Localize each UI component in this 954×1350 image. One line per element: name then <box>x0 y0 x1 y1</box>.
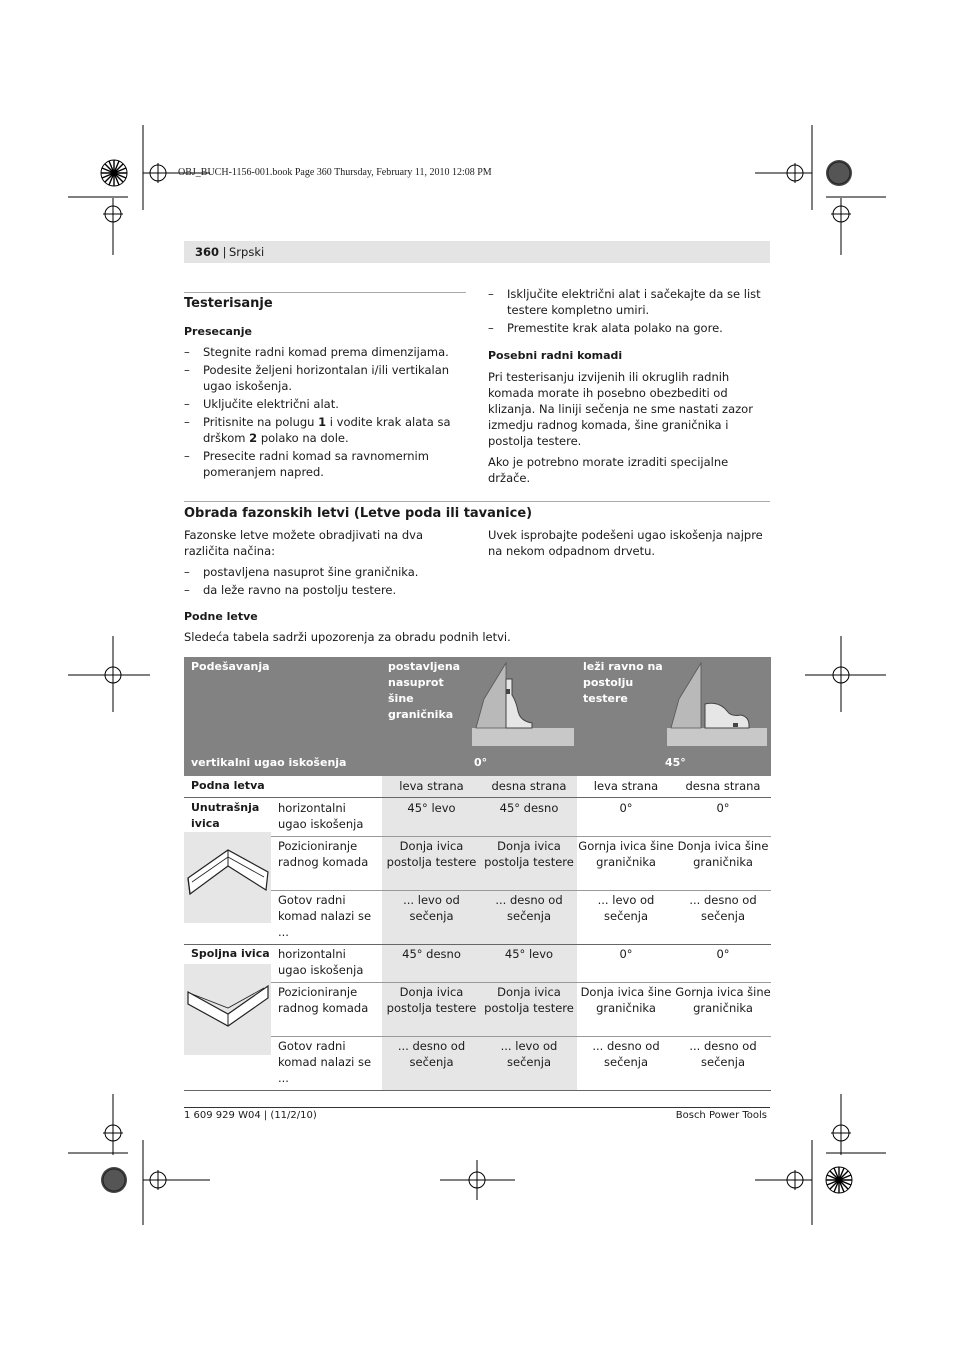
table-cell: Donja ivica šine graničnika <box>677 839 769 869</box>
table-rule <box>184 1090 771 1091</box>
row-label: horizontalni ugao iskošenja <box>278 801 364 831</box>
settings-label: Podešavanja <box>191 660 270 673</box>
page-number: 360 <box>195 245 220 259</box>
page-separator: | <box>219 245 231 259</box>
row-label: Pozicioniranje radnog komada <box>278 839 369 869</box>
row-header: Podna letva <box>191 779 265 792</box>
table-cell: ... desno od sečenja <box>689 1039 757 1069</box>
table-cell: ... desno od sečenja <box>495 893 563 923</box>
row-label: Pozicioniranje radnog komada <box>278 985 369 1015</box>
table-cell: 45° desno <box>499 801 559 815</box>
page-header-bar <box>184 241 770 263</box>
column-header: leva strana <box>593 779 659 793</box>
table-rule <box>271 1036 771 1037</box>
moulding-note: Uvek isprobajte podešeni ugao iskošenja najpre na nekom odpadnom drvetu. <box>488 528 763 558</box>
floor-section <box>184 609 770 645</box>
moulding-intro: Fazonske letve možete obradjivati na dva različita načina: <box>184 528 424 558</box>
moulding-heading-wrap <box>184 505 770 522</box>
group2-angle: 45° <box>665 756 686 769</box>
table-cell: Gornja ivica šine graničnika <box>578 839 674 869</box>
testing-left-column <box>184 295 466 480</box>
list-item: – da leže ravno na postolju testere. <box>184 582 466 598</box>
table-cell: ... levo od sečenja <box>597 893 655 923</box>
group1-label: postavljena nasuprot šine graničnika <box>388 660 461 721</box>
cutting-heading: Presecanje <box>184 325 252 338</box>
list-item: – Stegnite radni komad prema dimenzijama. <box>184 344 466 360</box>
table-cell: ... desno od sečenja <box>592 1039 660 1069</box>
fence-position-illustration <box>472 661 576 749</box>
table-cell: 45° desno <box>402 947 461 961</box>
list-item: – Presecite radni komad sa ravnomernim pomeranjem napred. <box>184 448 466 480</box>
table-rule <box>271 890 771 891</box>
table-rule <box>184 797 771 798</box>
table-cell: 0° <box>716 947 730 961</box>
testing-heading: Testerisanje <box>184 296 273 311</box>
table-cell: Donja ivica postolja testere <box>484 839 574 869</box>
outer-corner-illustration <box>184 972 271 1032</box>
column-header: desna strana <box>685 779 761 793</box>
moulding-right-column <box>488 527 770 559</box>
list-item: – Uključite električni alat. <box>184 396 466 412</box>
column-header: desna strana <box>491 779 567 793</box>
column-header: leva strana <box>399 779 464 793</box>
section-label-inner: Unutrašnja ivica <box>191 801 260 830</box>
group2-label: leži ravno na postolju testere <box>583 660 663 705</box>
list-item: – Premestite krak alata polako na gore. <box>488 320 770 336</box>
row-label: horizontalni ugao iskošenja <box>278 947 364 977</box>
row-label: Gotov radni komad nalazi se ... <box>278 893 372 939</box>
cutting-steps-list <box>184 344 466 480</box>
flat-position-illustration <box>667 661 771 749</box>
special-paragraph-2: Ako je potrebno morate izraditi specijalne držače. <box>488 455 729 485</box>
floor-intro: Sledeća tabela sadrži upozorenja za obradu podnih letvi. <box>184 630 511 644</box>
table-cell: ... levo od sečenja <box>403 893 460 923</box>
moulding-options-list <box>184 564 466 598</box>
table-rule <box>271 982 771 983</box>
testing-right-column <box>488 286 770 486</box>
special-paragraph-1: Pri testerisanju izvijenih ili okruglih radnih komada morate ih posebno obezbediti od klizanja. Na liniji sečenja ne sme nastati zazor izmedju radnog komada, šine graničnika i postolja testere. <box>488 370 753 448</box>
print-header: OBJ_BUCH-1156-001.book Page 360 Thursday, February 11, 2010 12:08 PM <box>178 167 492 178</box>
table-cell: ... desno od sečenja <box>689 893 757 923</box>
table-cell: 0° <box>619 947 633 961</box>
list-item: – Pritisnite na polugu 1 i vodite krak alata sa drškom 2 polako na dole. <box>184 414 466 446</box>
footer-right: Bosch Power Tools <box>675 1110 767 1121</box>
floor-heading: Podne letve <box>184 610 258 623</box>
moulding-heading: Obrada fazonskih letvi (Letve poda ili tavanice) <box>184 506 533 521</box>
table-cell: Gornja ivica šine graničnika <box>675 985 771 1015</box>
section-rule <box>184 292 466 293</box>
table-cell: Donja ivica šine graničnika <box>580 985 672 1015</box>
section-label-outer: Spoljna ivica <box>191 947 270 960</box>
table-cell: 0° <box>619 801 633 815</box>
table-cell: Donja ivica postolja testere <box>386 985 477 1015</box>
list-item: – Isključite električni alat i sačekajte da se list testere kompletno umiri. <box>488 286 770 318</box>
table-cell: ... desno od sečenja <box>397 1039 466 1069</box>
footer-left: 1 609 929 W04 | (11/2/10) <box>184 1110 317 1121</box>
table-cell: 45° levo <box>504 947 554 961</box>
table-cell: 0° <box>716 801 730 815</box>
table-header <box>184 657 771 776</box>
list-item: – postavljena nasuprot šine graničnika. <box>184 564 466 580</box>
section-rule <box>184 501 770 502</box>
table-cell: 45° levo <box>407 801 456 815</box>
table-rule <box>271 836 771 837</box>
inner-corner-illustration <box>184 840 271 900</box>
special-heading: Posebni radni komadi <box>488 349 623 362</box>
list-item: – Podesite željeni horizontalan i/ili vertikalan ugao iskošenja. <box>184 362 466 394</box>
table-rule <box>184 944 771 945</box>
moulding-left-column <box>184 527 466 598</box>
finish-steps-list <box>488 286 770 336</box>
table-cell: ... levo od sečenja <box>500 1039 558 1069</box>
page-language: Srpski <box>229 245 265 259</box>
group1-angle: 0° <box>474 756 488 769</box>
row-label: Gotov radni komad nalazi se ... <box>278 1039 372 1085</box>
table-cell: Donja ivica postolja testere <box>484 985 574 1015</box>
vertical-angle-label: vertikalni ugao iskošenja <box>191 756 347 769</box>
table-cell: Donja ivica postolja testere <box>386 839 477 869</box>
footer-rule <box>184 1107 770 1108</box>
